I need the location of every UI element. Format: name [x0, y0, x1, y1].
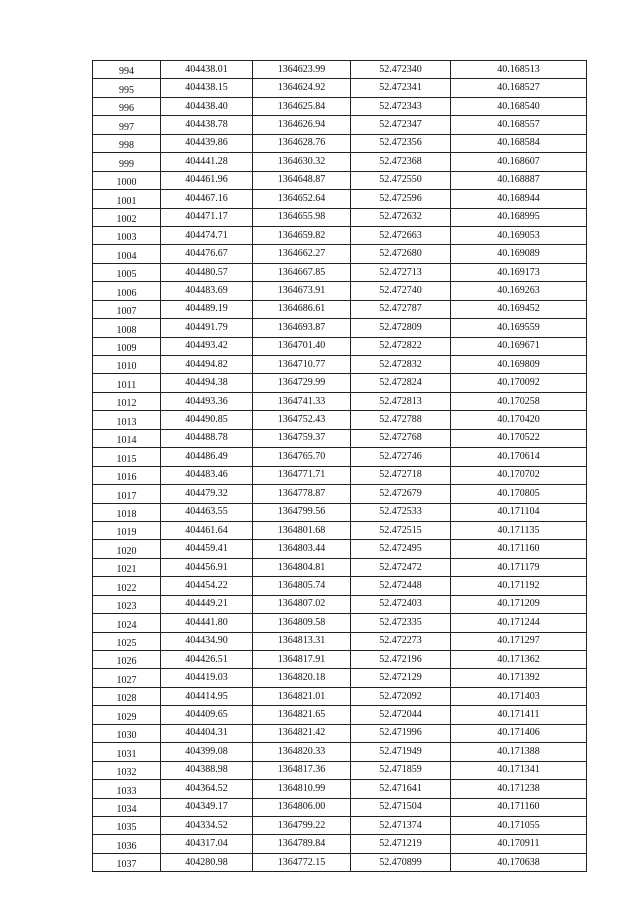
coordinates-table-body: [93, 61, 587, 872]
longitude-cell: 40.169089: [451, 245, 587, 263]
table-row: [93, 153, 587, 171]
longitude-cell: 40.171406: [451, 724, 587, 742]
y-coordinate-cell: 1364741.33: [253, 392, 351, 410]
y-coordinate-cell: 1364821.01: [253, 687, 351, 705]
latitude-cell: 52.472092: [351, 687, 451, 705]
latitude-cell: 52.472788: [351, 411, 451, 429]
latitude-cell: 52.472832: [351, 356, 451, 374]
latitude-cell: 52.472341: [351, 79, 451, 97]
latitude-cell: 52.472718: [351, 466, 451, 484]
point-number-cell: 1029: [93, 706, 161, 724]
latitude-cell: 52.471374: [351, 816, 451, 834]
point-number-cell: 1030: [93, 724, 161, 742]
point-number-cell: 994: [93, 61, 161, 79]
longitude-cell: 40.171209: [451, 595, 587, 613]
x-coordinate-cell: 404438.40: [161, 97, 253, 115]
point-number-cell: 1027: [93, 669, 161, 687]
longitude-cell: 40.171403: [451, 687, 587, 705]
y-coordinate-cell: 1364765.70: [253, 448, 351, 466]
point-number-cell: 1034: [93, 798, 161, 816]
x-coordinate-cell: 404467.16: [161, 190, 253, 208]
latitude-cell: 52.472347: [351, 116, 451, 134]
latitude-cell: 52.471641: [351, 780, 451, 798]
y-coordinate-cell: 1364772.15: [253, 853, 351, 871]
y-coordinate-cell: 1364628.76: [253, 134, 351, 152]
longitude-cell: 40.171238: [451, 780, 587, 798]
table-row: [93, 134, 587, 152]
longitude-cell: 40.171362: [451, 651, 587, 669]
y-coordinate-cell: 1364673.91: [253, 282, 351, 300]
longitude-cell: 40.169809: [451, 356, 587, 374]
y-coordinate-cell: 1364821.65: [253, 706, 351, 724]
x-coordinate-cell: 404483.46: [161, 466, 253, 484]
table-row: [93, 116, 587, 134]
longitude-cell: 40.171244: [451, 614, 587, 632]
y-coordinate-cell: 1364630.32: [253, 153, 351, 171]
x-coordinate-cell: 404493.36: [161, 392, 253, 410]
point-number-cell: 1011: [93, 374, 161, 392]
point-number-cell: 1017: [93, 485, 161, 503]
latitude-cell: 52.472746: [351, 448, 451, 466]
x-coordinate-cell: 404438.15: [161, 79, 253, 97]
table-row: [93, 632, 587, 650]
latitude-cell: 52.471219: [351, 835, 451, 853]
x-coordinate-cell: 404434.90: [161, 632, 253, 650]
y-coordinate-cell: 1364662.27: [253, 245, 351, 263]
table-row: [93, 485, 587, 503]
y-coordinate-cell: 1364648.87: [253, 171, 351, 189]
table-row: [93, 448, 587, 466]
y-coordinate-cell: 1364729.99: [253, 374, 351, 392]
point-number-cell: 1013: [93, 411, 161, 429]
table-row: [93, 356, 587, 374]
y-coordinate-cell: 1364817.91: [253, 651, 351, 669]
x-coordinate-cell: 404404.31: [161, 724, 253, 742]
table-row: [93, 79, 587, 97]
x-coordinate-cell: 404414.95: [161, 687, 253, 705]
y-coordinate-cell: 1364805.74: [253, 577, 351, 595]
point-number-cell: 1015: [93, 448, 161, 466]
table-row: [93, 337, 587, 355]
latitude-cell: 52.472822: [351, 337, 451, 355]
y-coordinate-cell: 1364821.42: [253, 724, 351, 742]
point-number-cell: 1037: [93, 853, 161, 871]
table-row: [93, 300, 587, 318]
point-number-cell: 1004: [93, 245, 161, 263]
latitude-cell: 52.471949: [351, 743, 451, 761]
point-number-cell: 1028: [93, 687, 161, 705]
x-coordinate-cell: 404439.86: [161, 134, 253, 152]
y-coordinate-cell: 1364789.84: [253, 835, 351, 853]
table-row: [93, 743, 587, 761]
y-coordinate-cell: 1364820.33: [253, 743, 351, 761]
point-number-cell: 1025: [93, 632, 161, 650]
longitude-cell: 40.171135: [451, 521, 587, 539]
latitude-cell: 52.472340: [351, 61, 451, 79]
y-coordinate-cell: 1364655.98: [253, 208, 351, 226]
table-row: [93, 798, 587, 816]
point-number-cell: 1031: [93, 743, 161, 761]
y-coordinate-cell: 1364820.18: [253, 669, 351, 687]
x-coordinate-cell: 404438.01: [161, 61, 253, 79]
x-coordinate-cell: 404388.98: [161, 761, 253, 779]
latitude-cell: 52.472663: [351, 226, 451, 244]
y-coordinate-cell: 1364778.87: [253, 485, 351, 503]
latitude-cell: 52.472632: [351, 208, 451, 226]
y-coordinate-cell: 1364813.31: [253, 632, 351, 650]
point-number-cell: 1024: [93, 614, 161, 632]
y-coordinate-cell: 1364806.00: [253, 798, 351, 816]
table-row: [93, 651, 587, 669]
longitude-cell: 40.168887: [451, 171, 587, 189]
longitude-cell: 40.170258: [451, 392, 587, 410]
longitude-cell: 40.168995: [451, 208, 587, 226]
x-coordinate-cell: 404494.38: [161, 374, 253, 392]
x-coordinate-cell: 404474.71: [161, 226, 253, 244]
x-coordinate-cell: 404441.28: [161, 153, 253, 171]
x-coordinate-cell: 404438.78: [161, 116, 253, 134]
longitude-cell: 40.171104: [451, 503, 587, 521]
table-row: [93, 835, 587, 853]
longitude-cell: 40.170420: [451, 411, 587, 429]
latitude-cell: 52.470899: [351, 853, 451, 871]
latitude-cell: 52.472824: [351, 374, 451, 392]
latitude-cell: 52.472196: [351, 651, 451, 669]
x-coordinate-cell: 404471.17: [161, 208, 253, 226]
latitude-cell: 52.472343: [351, 97, 451, 115]
latitude-cell: 52.472550: [351, 171, 451, 189]
y-coordinate-cell: 1364807.02: [253, 595, 351, 613]
table-row: [93, 411, 587, 429]
y-coordinate-cell: 1364623.99: [253, 61, 351, 79]
point-number-cell: 997: [93, 116, 161, 134]
latitude-cell: 52.472813: [351, 392, 451, 410]
point-number-cell: 1006: [93, 282, 161, 300]
point-number-cell: 1014: [93, 429, 161, 447]
x-coordinate-cell: 404491.79: [161, 319, 253, 337]
longitude-cell: 40.169452: [451, 300, 587, 318]
longitude-cell: 40.169053: [451, 226, 587, 244]
x-coordinate-cell: 404449.21: [161, 595, 253, 613]
longitude-cell: 40.168607: [451, 153, 587, 171]
table-row: [93, 171, 587, 189]
longitude-cell: 40.168513: [451, 61, 587, 79]
y-coordinate-cell: 1364667.85: [253, 263, 351, 281]
point-number-cell: 995: [93, 79, 161, 97]
longitude-cell: 40.168557: [451, 116, 587, 134]
latitude-cell: 52.472768: [351, 429, 451, 447]
table-row: [93, 687, 587, 705]
y-coordinate-cell: 1364626.94: [253, 116, 351, 134]
longitude-cell: 40.171179: [451, 558, 587, 576]
latitude-cell: 52.472679: [351, 485, 451, 503]
x-coordinate-cell: 404479.32: [161, 485, 253, 503]
latitude-cell: 52.472533: [351, 503, 451, 521]
latitude-cell: 52.472356: [351, 134, 451, 152]
latitude-cell: 52.472787: [351, 300, 451, 318]
point-number-cell: 1023: [93, 595, 161, 613]
point-number-cell: 1007: [93, 300, 161, 318]
latitude-cell: 52.472273: [351, 632, 451, 650]
x-coordinate-cell: 404463.55: [161, 503, 253, 521]
table-row: [93, 61, 587, 79]
longitude-cell: 40.169263: [451, 282, 587, 300]
table-row: [93, 558, 587, 576]
point-number-cell: 1018: [93, 503, 161, 521]
point-number-cell: 1008: [93, 319, 161, 337]
table-row: [93, 374, 587, 392]
table-row: [93, 853, 587, 871]
x-coordinate-cell: 404419.03: [161, 669, 253, 687]
latitude-cell: 52.472495: [351, 540, 451, 558]
x-coordinate-cell: 404493.42: [161, 337, 253, 355]
table-row: [93, 245, 587, 263]
table-row: [93, 761, 587, 779]
longitude-cell: 40.171192: [451, 577, 587, 595]
latitude-cell: 52.472044: [351, 706, 451, 724]
point-number-cell: 1012: [93, 392, 161, 410]
point-number-cell: 1026: [93, 651, 161, 669]
x-coordinate-cell: 404399.08: [161, 743, 253, 761]
point-number-cell: 1021: [93, 558, 161, 576]
longitude-cell: 40.168584: [451, 134, 587, 152]
latitude-cell: 52.472740: [351, 282, 451, 300]
longitude-cell: 40.170805: [451, 485, 587, 503]
x-coordinate-cell: 404426.51: [161, 651, 253, 669]
longitude-cell: 40.169559: [451, 319, 587, 337]
x-coordinate-cell: 404409.65: [161, 706, 253, 724]
latitude-cell: 52.472403: [351, 595, 451, 613]
point-number-cell: 1020: [93, 540, 161, 558]
point-number-cell: 1010: [93, 356, 161, 374]
table-row: [93, 521, 587, 539]
coordinates-table: [92, 60, 587, 872]
table-row: [93, 595, 587, 613]
latitude-cell: 52.472680: [351, 245, 451, 263]
latitude-cell: 52.471859: [351, 761, 451, 779]
table-row: [93, 724, 587, 742]
x-coordinate-cell: 404486.49: [161, 448, 253, 466]
y-coordinate-cell: 1364809.58: [253, 614, 351, 632]
x-coordinate-cell: 404494.82: [161, 356, 253, 374]
table-row: [93, 392, 587, 410]
y-coordinate-cell: 1364624.92: [253, 79, 351, 97]
longitude-cell: 40.170702: [451, 466, 587, 484]
table-row: [93, 669, 587, 687]
table-row: [93, 706, 587, 724]
point-number-cell: 1001: [93, 190, 161, 208]
point-number-cell: 1035: [93, 816, 161, 834]
point-number-cell: 1009: [93, 337, 161, 355]
table-row: [93, 466, 587, 484]
longitude-cell: 40.170092: [451, 374, 587, 392]
table-row: [93, 577, 587, 595]
point-number-cell: 1019: [93, 521, 161, 539]
table-row: [93, 190, 587, 208]
table-row: [93, 263, 587, 281]
point-number-cell: 1033: [93, 780, 161, 798]
x-coordinate-cell: 404364.52: [161, 780, 253, 798]
latitude-cell: 52.472129: [351, 669, 451, 687]
point-number-cell: 998: [93, 134, 161, 152]
table-row: [93, 208, 587, 226]
point-number-cell: 1005: [93, 263, 161, 281]
longitude-cell: 40.170911: [451, 835, 587, 853]
longitude-cell: 40.168944: [451, 190, 587, 208]
longitude-cell: 40.171297: [451, 632, 587, 650]
table-row: [93, 503, 587, 521]
x-coordinate-cell: 404489.19: [161, 300, 253, 318]
longitude-cell: 40.171341: [451, 761, 587, 779]
longitude-cell: 40.171160: [451, 540, 587, 558]
point-number-cell: 996: [93, 97, 161, 115]
latitude-cell: 52.472596: [351, 190, 451, 208]
point-number-cell: 1016: [93, 466, 161, 484]
point-number-cell: 1036: [93, 835, 161, 853]
y-coordinate-cell: 1364686.61: [253, 300, 351, 318]
y-coordinate-cell: 1364799.56: [253, 503, 351, 521]
y-coordinate-cell: 1364804.81: [253, 558, 351, 576]
x-coordinate-cell: 404476.67: [161, 245, 253, 263]
x-coordinate-cell: 404488.78: [161, 429, 253, 447]
x-coordinate-cell: 404456.91: [161, 558, 253, 576]
y-coordinate-cell: 1364810.99: [253, 780, 351, 798]
x-coordinate-cell: 404461.64: [161, 521, 253, 539]
latitude-cell: 52.472472: [351, 558, 451, 576]
longitude-cell: 40.171055: [451, 816, 587, 834]
point-number-cell: 1022: [93, 577, 161, 595]
x-coordinate-cell: 404483.69: [161, 282, 253, 300]
y-coordinate-cell: 1364817.36: [253, 761, 351, 779]
latitude-cell: 52.472368: [351, 153, 451, 171]
latitude-cell: 52.472809: [351, 319, 451, 337]
y-coordinate-cell: 1364710.77: [253, 356, 351, 374]
y-coordinate-cell: 1364759.37: [253, 429, 351, 447]
x-coordinate-cell: 404480.57: [161, 263, 253, 281]
latitude-cell: 52.471504: [351, 798, 451, 816]
table-row: [93, 226, 587, 244]
table-row: [93, 282, 587, 300]
y-coordinate-cell: 1364801.68: [253, 521, 351, 539]
longitude-cell: 40.170522: [451, 429, 587, 447]
x-coordinate-cell: 404490.85: [161, 411, 253, 429]
longitude-cell: 40.168540: [451, 97, 587, 115]
x-coordinate-cell: 404334.52: [161, 816, 253, 834]
latitude-cell: 52.472515: [351, 521, 451, 539]
table-row: [93, 429, 587, 447]
longitude-cell: 40.171411: [451, 706, 587, 724]
longitude-cell: 40.170614: [451, 448, 587, 466]
longitude-cell: 40.171392: [451, 669, 587, 687]
y-coordinate-cell: 1364771.71: [253, 466, 351, 484]
table-row: [93, 540, 587, 558]
point-number-cell: 1002: [93, 208, 161, 226]
x-coordinate-cell: 404454.22: [161, 577, 253, 595]
y-coordinate-cell: 1364693.87: [253, 319, 351, 337]
table-row: [93, 614, 587, 632]
latitude-cell: 52.472335: [351, 614, 451, 632]
x-coordinate-cell: 404280.98: [161, 853, 253, 871]
latitude-cell: 52.471996: [351, 724, 451, 742]
table-row: [93, 780, 587, 798]
y-coordinate-cell: 1364752.43: [253, 411, 351, 429]
longitude-cell: 40.170638: [451, 853, 587, 871]
point-number-cell: 999: [93, 153, 161, 171]
longitude-cell: 40.171160: [451, 798, 587, 816]
x-coordinate-cell: 404459.41: [161, 540, 253, 558]
y-coordinate-cell: 1364799.22: [253, 816, 351, 834]
point-number-cell: 1032: [93, 761, 161, 779]
latitude-cell: 52.472448: [351, 577, 451, 595]
x-coordinate-cell: 404349.17: [161, 798, 253, 816]
longitude-cell: 40.169173: [451, 263, 587, 281]
longitude-cell: 40.168527: [451, 79, 587, 97]
point-number-cell: 1003: [93, 226, 161, 244]
latitude-cell: 52.472713: [351, 263, 451, 281]
y-coordinate-cell: 1364701.40: [253, 337, 351, 355]
x-coordinate-cell: 404461.96: [161, 171, 253, 189]
x-coordinate-cell: 404441.80: [161, 614, 253, 632]
longitude-cell: 40.171388: [451, 743, 587, 761]
y-coordinate-cell: 1364659.82: [253, 226, 351, 244]
y-coordinate-cell: 1364803.44: [253, 540, 351, 558]
table-row: [93, 816, 587, 834]
longitude-cell: 40.169671: [451, 337, 587, 355]
y-coordinate-cell: 1364652.64: [253, 190, 351, 208]
y-coordinate-cell: 1364625.84: [253, 97, 351, 115]
table-row: [93, 319, 587, 337]
x-coordinate-cell: 404317.04: [161, 835, 253, 853]
table-row: [93, 97, 587, 115]
point-number-cell: 1000: [93, 171, 161, 189]
